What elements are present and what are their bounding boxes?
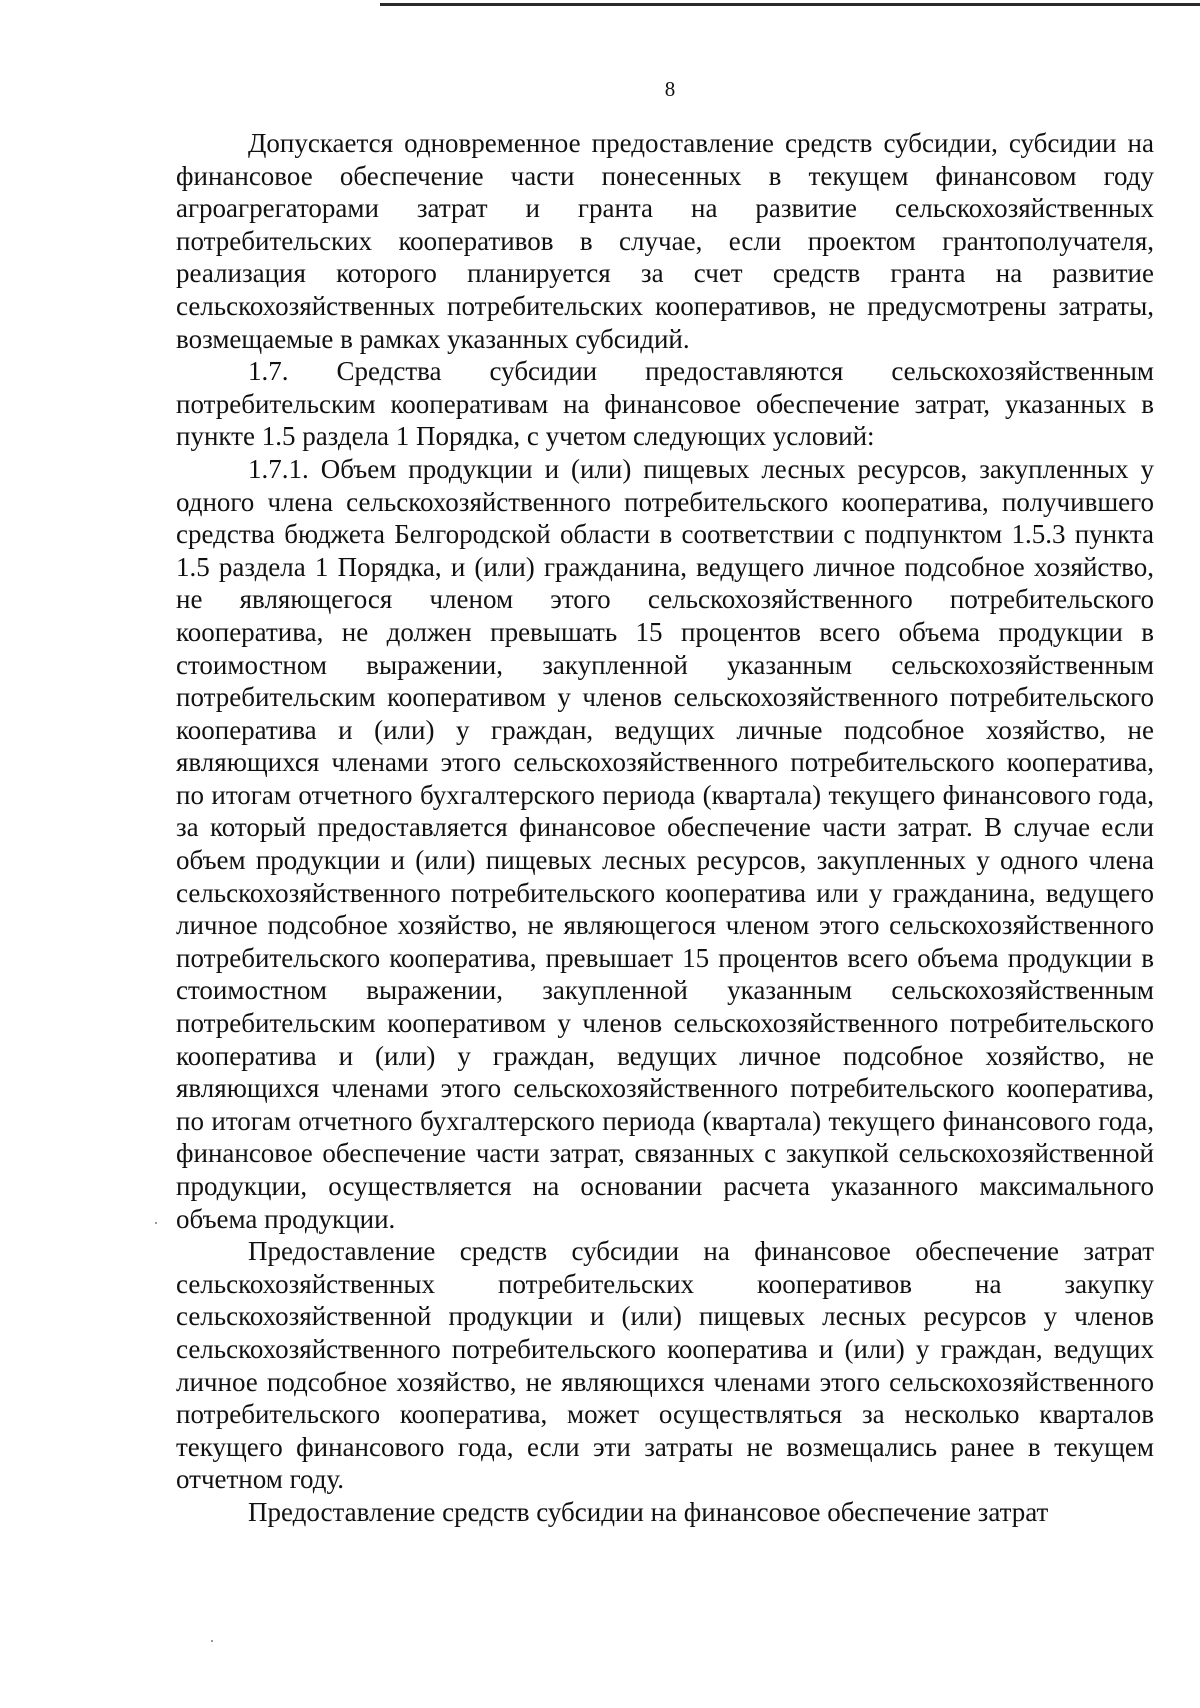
paragraph-clause-1-7-1: 1.7.1. Объем продукции и (или) пищевых лесных ресурсов, закупленных у одного члена сельскохозяйственного потребительского кооператива, получившего средства бюджета Белгородской области в соответствии с подпунктом 1.5.3 пункта 1.5 раздела 1 Порядка, и (или) гражданина, ведущего личное подсобное хозяйство, не являющегося членом этого сельскохозяйственного потребительского кооператива, не должен превышать 15 процентов всего объема продукции в стоимостном выражении, закупленной указанным сельскохозяйственным потребительским кооперативом у членов сельскохозяйственного потребительского кооператива и (или) у граждан, ведущих личные подсобное хозяйство, не являющихся членами этого сельскохозяйственного потребительского кооператива, по итогам отчетного бухгалтерского периода (квартала) текущего финансового года, за который предоставляется финансовое обеспечение части затрат. В случае если объем продукции и (или) пищевых лесных ресурсов, закупленных у одного члена сельскохозяйственного потребительского кооператива или у гражданина, ведущего личное подсобное хозяйство, не являющегося членом этого сельскохозяйственного потребительского кооператива, превышает 15 процентов всего объема продукции в стоимостном выражении, закупленной указанным сельскохозяйственным потребительским кооперативом у членов сельскохозяйственного потребительского кооператива и (или) у граждан, ведущих личное подсобное хозяйство, не являющихся членами этого сельскохозяйственного потребительского кооператива, по итогам отчетного бухгалтерского периода (квартала) текущего финансового года, финансовое обеспечение части затрат, связанных с закупкой сельскохозяйственной продукции, осуществляется на основании расчета указанного максимального объема продукции. (176, 453, 1154, 1234)
paragraph-multi-quarter-provision: Предоставление средств субсидии на финансовое обеспечение затрат сельскохозяйственных потребительских кооперативов на закупку сельскохозяйственной продукции и (или) пищевых лесных ресурсов у членов сельскохозяйственного потребительского кооператива и (или) у граждан, ведущих личное подсобное хозяйство, не являющихся членами этого сельскохозяйственного потребительского кооператива, может осуществляться за несколько кварталов текущего финансового года, если эти затраты не возмещались ранее в текущем отчетном году. (176, 1236, 1154, 1495)
scan-speck (155, 1222, 157, 1224)
page-number: 8 (664, 77, 676, 101)
document-body (176, 127, 1154, 1529)
top-edge-rule (380, 3, 1200, 6)
scan-speck (211, 1640, 213, 1642)
paragraph-simultaneous-provision: Допускается одновременное предоставление средств субсидии, субсидии на финансовое обеспечение части понесенных в текущем финансовом году агроагрегаторами затрат и гранта на развитие сельскохозяйственных потребительских кооперативов в случае, если проектом грантополучателя, реализация которого планируется за счет средств гранта на развитие сельскохозяйственных потребительских кооперативов, не предусмотрены затраты, возмещаемые в рамках указанных субсидий. (176, 128, 1154, 354)
paragraph-clause-1-7: 1.7. Средства субсидии предоставляются сельскохозяйственным потребительским кооперативам на финансовое обеспечение затрат, указанных в пункте 1.5 раздела 1 Порядка, с учетом следующих условий: (176, 356, 1154, 452)
paragraph-continuation: Предоставление средств субсидии на финансовое обеспечение затрат (248, 1496, 1049, 1527)
